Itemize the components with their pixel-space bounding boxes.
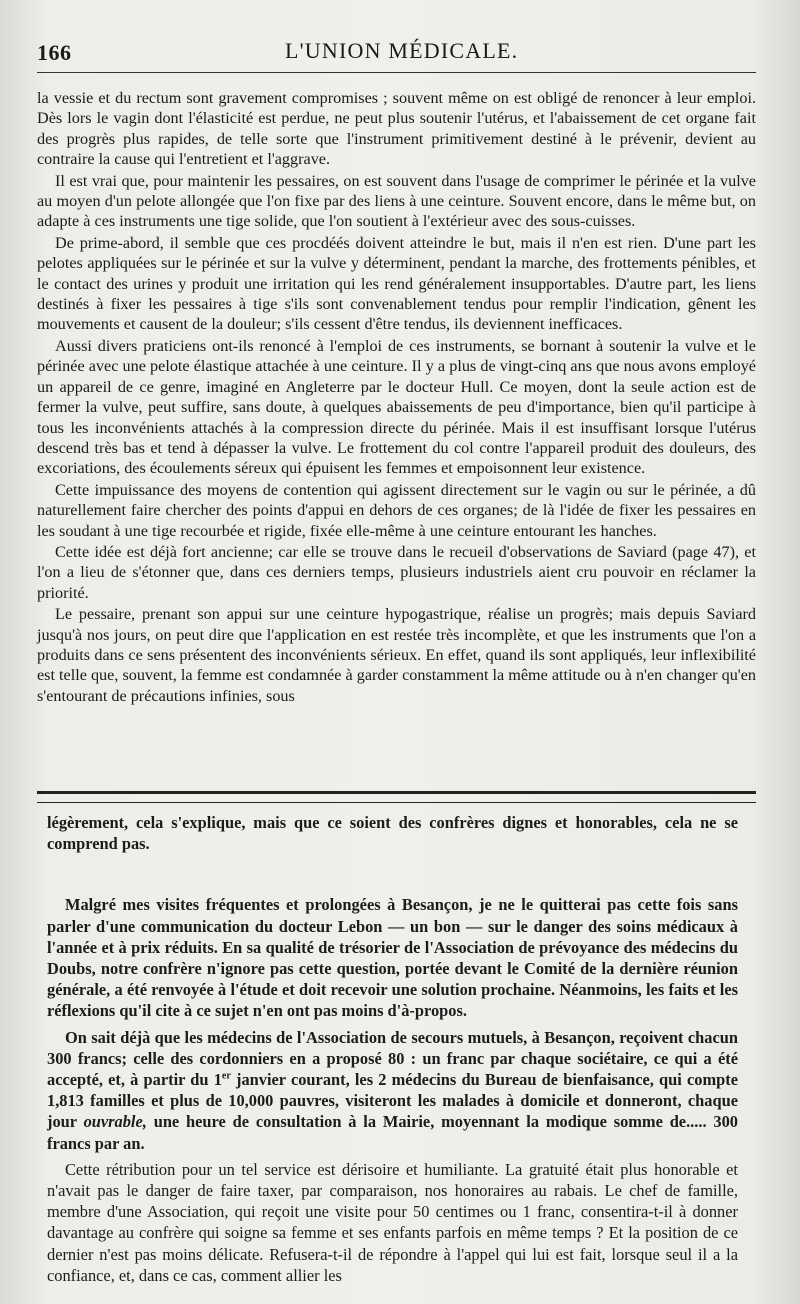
article-paragraph: Cette idée est déjà fort ancienne; car elle se trouve dans le recueil d'observations de Saviard (page 47), et l'on a lieu de s'étonner que, dans ces derniers temps, plusieurs industriels aient cru pouvoir en réclamer la priorité.: [37, 542, 756, 602]
article-paragraph: De prime-abord, il semble que ces procdéés doivent atteindre le but, mais il n'en est rien. D'une part les pelotes appliquées sur le périnée et sur la vulve y déterminent, pendant la marche, des frottements pénibles, et le contact des urines y produit une irritation qui les rend généralement insupportables. D'autre part, les liens destinés à fixer les pessaires à tige s'ils sont convenablement tendus pour remplir l'indication, gênent les mouvements et causent de la douleur; s'ils cessent d'être tendus, ils deviennent inefficaces.: [37, 233, 756, 334]
article-paragraph: la vessie et du rectum sont gravement compromises ; souvent même on est obligé de renoncer à leur emploi. Dès lors le vagin dont l'élasticité est perdue, ne peut plus soutenir l'utérus, et l'abaissement de cet organe fait des progrès plus rapides, de telle sorte que l'instrument primitivement destiné à le prévenir, devient au contraire la cause qui l'entretient et l'aggrave.: [37, 89, 756, 169]
header-rule: [37, 72, 756, 73]
article-paragraph: Le pessaire, prenant son appui sur une ceinture hypogastrique, réalise un progrès; mais depuis Saviard jusqu'à nos jours, on peut dire que l'application en est restée très incomplète, et que les instruments que l'on a produits dans ce sens présentent des inconvénients sérieux. En effet, quand ils sont appliqués, leur inflexibilité est telle que, souvent, la femme est condamnée à garder constamment la même attitude ou à n'en changer qu'en s'entourant de précautions infinies, sous: [37, 605, 756, 705]
feuilleton-section: [47, 812, 738, 1286]
article-paragraph: Il est vrai que, pour maintenir les pessaires, on est souvent dans l'usage de comprimer le périnée et la vulve au moyen d'un pelote allongée que l'on fixe par des liens à une ceinture. Souvent encore, dans le même but, on adapte à ces instruments une tige solide, que l'on soutient à l'extérieur avec des sous-cuisses.: [37, 171, 756, 231]
running-header: [37, 0, 756, 72]
feuilleton-separator: [37, 791, 756, 803]
article-paragraph: Cette impuissance des moyens de contention qui agissent directement sur le vagin ou sur le périnée, a dû naturellement faire chercher des points d'appui en dehors de ces organes; de là l'idée de fixer les pessaires en les soudant à une tige recourbée et rigide, fixée elle-même à une ceinture entourant les hanches.: [37, 480, 756, 540]
journal-title: L'UNION MÉDICALE.: [285, 38, 519, 63]
article-paragraph: Aussi divers praticiens ont-ils renoncé à l'emploi de ces instruments, se bornant à soutenir la vulve et le périnée avec une pelote élastique attachée à une ceinture. Il y a plus de vingt-cinq ans que nous avons employé un appareil de ce genre, imaginé en Angleterre par le docteur Hull. Ce moyen, dont la seule action est de fermer la vulve, peut suffire, sans doute, à quelques abaissements de peu d'importance, bien qu'il participe à tous les inconvénients attachés à la compression directe du périnée. Mais il est insuffisant lorsque l'utérus descend très bas et tend à dépasser la vulve. Le frottement du col contre l'appareil produit des douleurs, des excoriations, des écoulements séreux qui épuisent les femmes et empoisonnent leur existence.: [37, 336, 756, 478]
main-article: [37, 88, 756, 707]
feuilleton-paragraph: Malgré mes visites fréquentes et prolongées à Besançon, je ne le quitterai pas cette fois sans parler d'une communication du docteur Lebon — un bon — sur le danger des soins médicaux à l'année et à prix réduits. En sa qualité de trésorier de l'Association de prévoyance des médecins du Doubs, notre confrère n'ignore pas cette question, portée devant le Comité de la dernière réunion générale, a été renvoyée à l'étude et doit recevoir une solution prochaine. Néanmoins, les faits et les réflexions qu'il cite à ce sujet n'en ont pas moins d'à-propos.: [47, 895, 738, 1021]
page-number: 166: [37, 40, 72, 65]
feuilleton-paragraph: On sait déjà que les médecins de l'Association de secours mutuels, à Besançon, reçoivent chacun 300 francs; celle des cordonniers en a proposé 80 : un franc par chaque sociétaire, ce qui a été accepté, et, à partir du 1er janvier courant, les 2 médecins du Bureau de bienfaisance, qui compte 1,813 familles et plus de 10,000 pauvres, visiteront les malades à domicile et donneront, chaque jour ouvrable, une heure de consultation à la Mairie, moyennant la modique somme de..... 300 francs par an.: [47, 1027, 738, 1153]
feuilleton-paragraph: Cette rétribution pour un tel service est dérisoire et humiliante. La gratuité était plus honorable et n'avait pas le danger de faire taxer, par comparaison, nos honoraires au rabais. Le chef de famille, membre d'une Association, qui reçoit une visite pour 50 centimes ou 1 franc, consentira-t-il à donner davantage au confrère qui soigne sa femme et ses enfants parfois en même temps ? Et la position de ce dernier n'est pas moins délicate. Refusera-t-il de répondre à l'appel qui lui est fait, lorsque seul il a la confiance, et, dans ce cas, comment allier les: [47, 1159, 738, 1285]
feuilleton-continuation: légèrement, cela s'explique, mais que ce soient des confrères dignes et honorables, cela ne se comprend pas.: [47, 813, 738, 854]
